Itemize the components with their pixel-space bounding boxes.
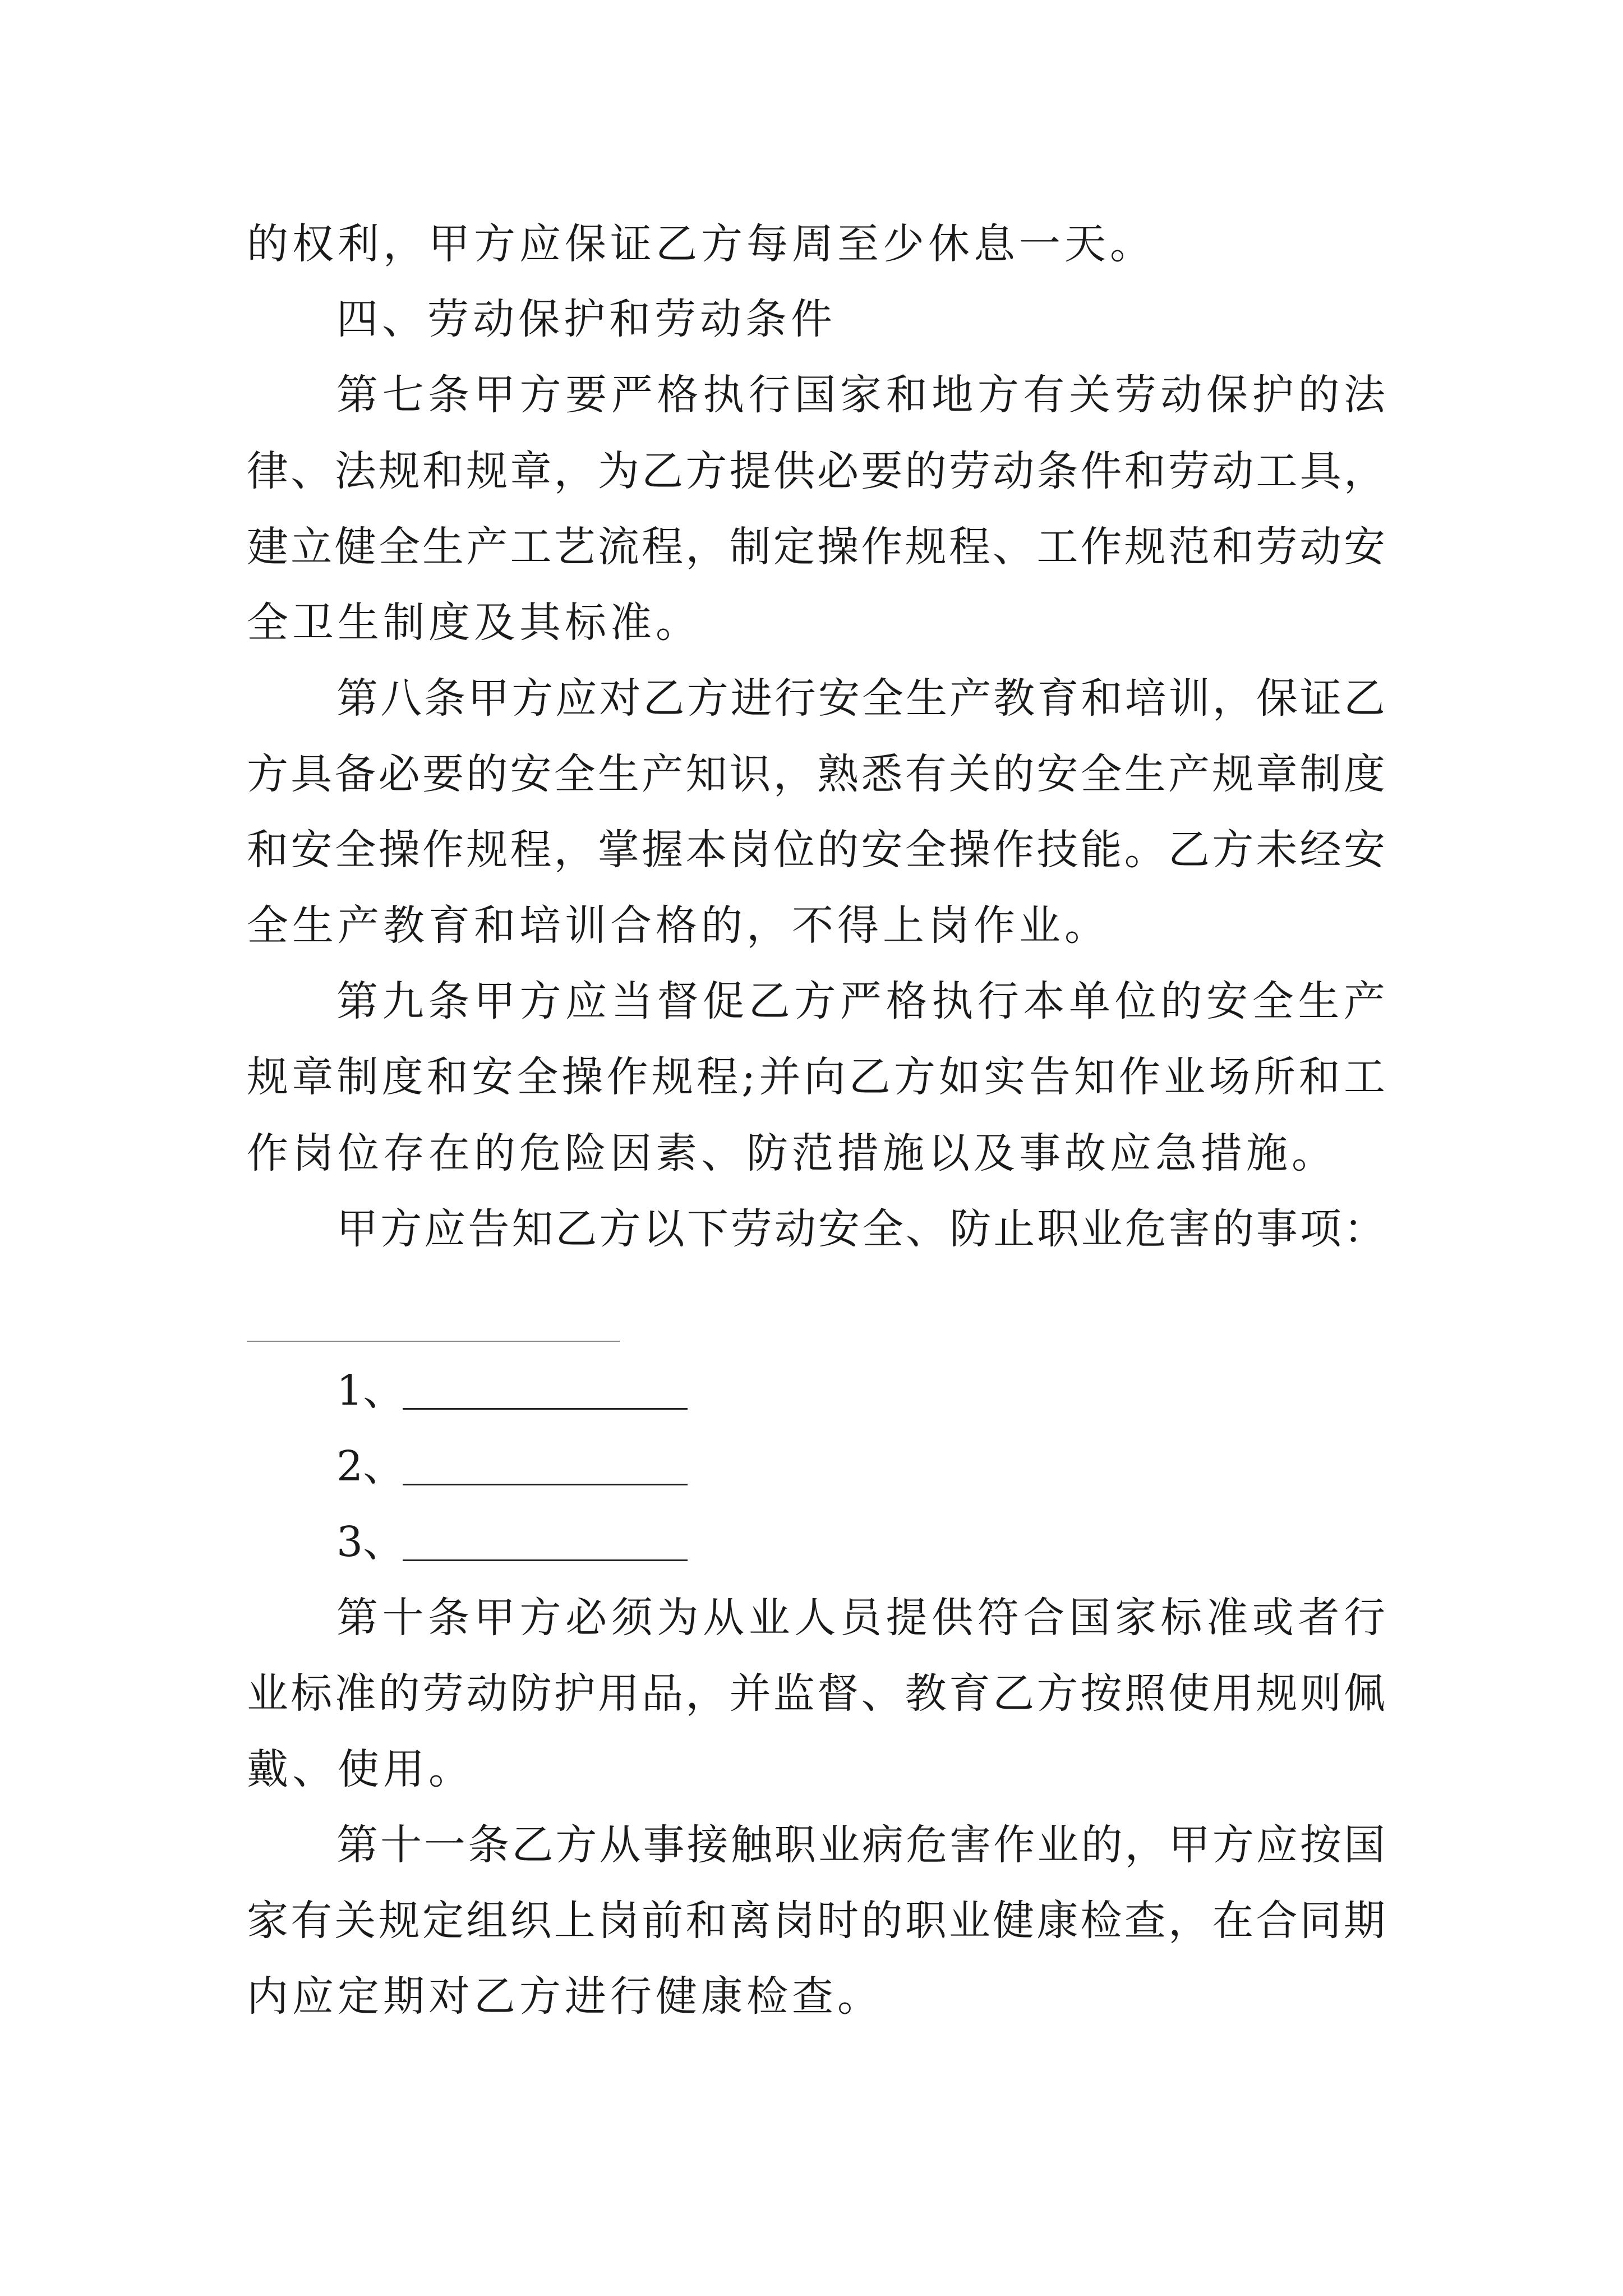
paragraph-line: 规章制度和安全操作规程;并向乙方如实告知作业场所和工: [247, 1053, 1385, 1101]
paragraph-line: 第九条甲方应当督促乙方严格执行本单位的安全生产: [336, 977, 1385, 1025]
fill-in-blank-1: [403, 1408, 688, 1410]
paragraph-line: 的权利，甲方应保证乙方每周至少休息一天。: [247, 220, 1155, 268]
paragraph-line: 第八条甲方应对乙方进行安全生产教育和培训，保证乙: [336, 674, 1385, 723]
paragraph-line: 业标准的劳动防护用品，并监督、教育乙方按照使用规则佩: [247, 1669, 1385, 1718]
paragraph-line: 家有关规定组织上岗前和离岗时的职业健康检查，在合同期: [247, 1897, 1385, 1945]
fill-in-blank-3: [403, 1559, 688, 1561]
paragraph-line: 第十条甲方必须为从业人员提供符合国家标准或者行: [336, 1594, 1385, 1642]
paragraph-line: 第七条甲方要严格执行国家和地方有关劳动保护的法: [336, 371, 1385, 419]
paragraph-line: 和安全操作规程，掌握本岗位的安全操作技能。乙方未经安: [247, 826, 1385, 874]
paragraph-line: 律、法规和规章，为乙方提供必要的劳动条件和劳动工具，: [247, 447, 1385, 495]
list-item-number: 1、: [336, 1366, 405, 1415]
fill-in-blank-2: [403, 1484, 688, 1485]
paragraph-line: 方具备必要的安全生产知识，熟悉有关的安全生产规章制度: [247, 750, 1385, 798]
section-heading: 四、劳动保护和劳动条件: [336, 295, 836, 343]
list-item-number: 2、: [336, 1442, 405, 1490]
list-item-number: 3、: [336, 1518, 405, 1566]
paragraph-line: 第十一条乙方从事接触职业病危害作业的，甲方应按国: [336, 1821, 1385, 1869]
paragraph-line: 甲方应告知乙方以下劳动安全、防止职业危害的事项：: [336, 1205, 1385, 1253]
paragraph-line: 建立健全生产工艺流程，制定操作规程、工作规范和劳动安: [247, 523, 1385, 571]
paragraph-line: 戴、使用。: [247, 1745, 474, 1793]
paragraph-line: 作岗位存在的危险因素、防范措施以及事故应急措施。: [247, 1129, 1337, 1177]
separator-line: [247, 1341, 620, 1342]
paragraph-line: 内应定期对乙方进行健康检查。: [247, 1972, 883, 2021]
paragraph-line: 全生产教育和培训合格的，不得上岗作业。: [247, 901, 1110, 950]
paragraph-line: 全卫生制度及其标准。: [247, 599, 701, 647]
